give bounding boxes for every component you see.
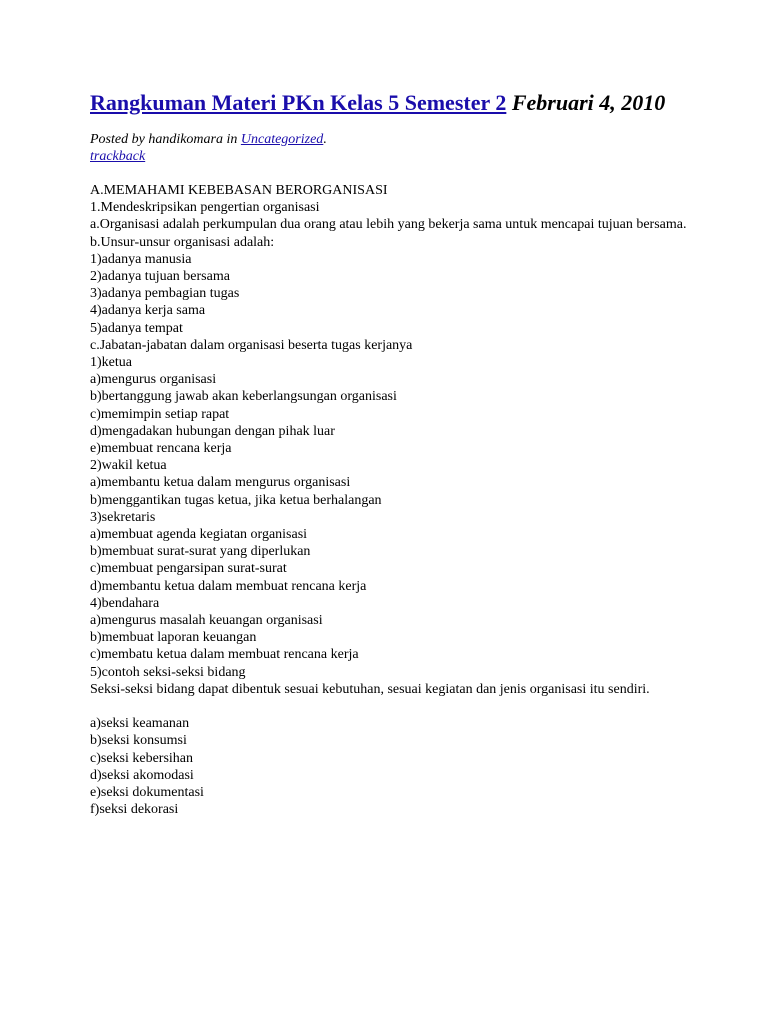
body-line: b)membuat surat-surat yang diperlukan (90, 544, 311, 560)
body-line: Seksi-seksi bidang dapat dibentuk sesuai kebutuhan, sesuai kegiatan dan jenis organisasi itu sendiri. (90, 681, 650, 697)
body-line: 1.Mendeskripsikan pengertian organisasi (90, 200, 320, 216)
body-line: b)seksi konsumsi (90, 733, 187, 749)
post-meta (90, 131, 690, 165)
body-line: d)seksi akomodasi (90, 767, 194, 783)
body-line: f)seksi dekorasi (90, 802, 179, 818)
body-line: 3)sekretaris (90, 509, 156, 525)
posted-by-text: Posted by handikomara in (90, 132, 241, 147)
body-section-main (90, 182, 690, 698)
body-line: b)membuat laporan keuangan (90, 630, 257, 646)
body-line: c)membuat pengarsipan surat-surat (90, 561, 287, 577)
body-line: 2)wakil ketua (90, 458, 167, 474)
body-line: c.Jabatan-jabatan dalam organisasi beserta tugas kerjanya (90, 337, 413, 353)
body-line: a.Organisasi adalah perkumpulan dua orang atau lebih yang bekerja sama untuk mencapai tujuan bersama. (90, 217, 687, 233)
body-line: b)bertanggung jawab akan keberlangsungan organisasi (90, 389, 397, 405)
trackback-link[interactable]: trackback (90, 149, 146, 164)
body-line: 4)adanya kerja sama (90, 303, 206, 319)
body-line: e)membuat rencana kerja (90, 441, 232, 457)
body-line: c)memimpin setiap rapat (90, 406, 230, 422)
body-line: e)seksi dokumentasi (90, 785, 204, 801)
category-link[interactable]: Uncategorized (240, 132, 324, 147)
body-line: 3)adanya pembagian tugas (90, 286, 240, 302)
body-line: a)membuat agenda kegiatan organisasi (90, 527, 308, 543)
body-line: a)mengurus organisasi (90, 372, 217, 388)
post-title-link[interactable]: Rangkuman Materi PKn Kelas 5 Semester 2 (90, 90, 507, 115)
body-line: 1)ketua (90, 355, 132, 371)
document-page (90, 90, 690, 819)
post-title (90, 90, 690, 116)
body-line: b)menggantikan tugas ketua, jika ketua berhalangan (90, 492, 382, 508)
body-line: c)seksi kebersihan (90, 750, 194, 766)
body-line: 4)bendahara (90, 595, 160, 611)
body-section-list (90, 715, 690, 818)
body-line: a)seksi keamanan (90, 716, 190, 732)
category-suffix: . (323, 132, 327, 147)
post-date: Februari 4, 2010 (511, 90, 666, 115)
body-line: 1)adanya manusia (90, 251, 192, 267)
paragraph-spacer (90, 698, 690, 715)
body-line: c)membatu ketua dalam membuat rencana kerja (90, 647, 359, 663)
body-line: a)mengurus masalah keuangan organisasi (90, 613, 323, 629)
body-line: a)membantu ketua dalam mengurus organisasi (90, 475, 351, 491)
body-line: b.Unsur-unsur organisasi adalah: (90, 234, 275, 250)
body-line: 5)adanya tempat (90, 320, 183, 336)
body-line: d)membantu ketua dalam membuat rencana kerja (90, 578, 367, 594)
body-line: A.MEMAHAMI KEBEBASAN BERORGANISASI (90, 183, 388, 198)
body-line: 2)adanya tujuan bersama (90, 269, 230, 285)
body-line: d)mengadakan hubungan dengan pihak luar (90, 423, 335, 439)
post-body (90, 182, 690, 819)
body-line: 5)contoh seksi-seksi bidang (90, 664, 246, 680)
